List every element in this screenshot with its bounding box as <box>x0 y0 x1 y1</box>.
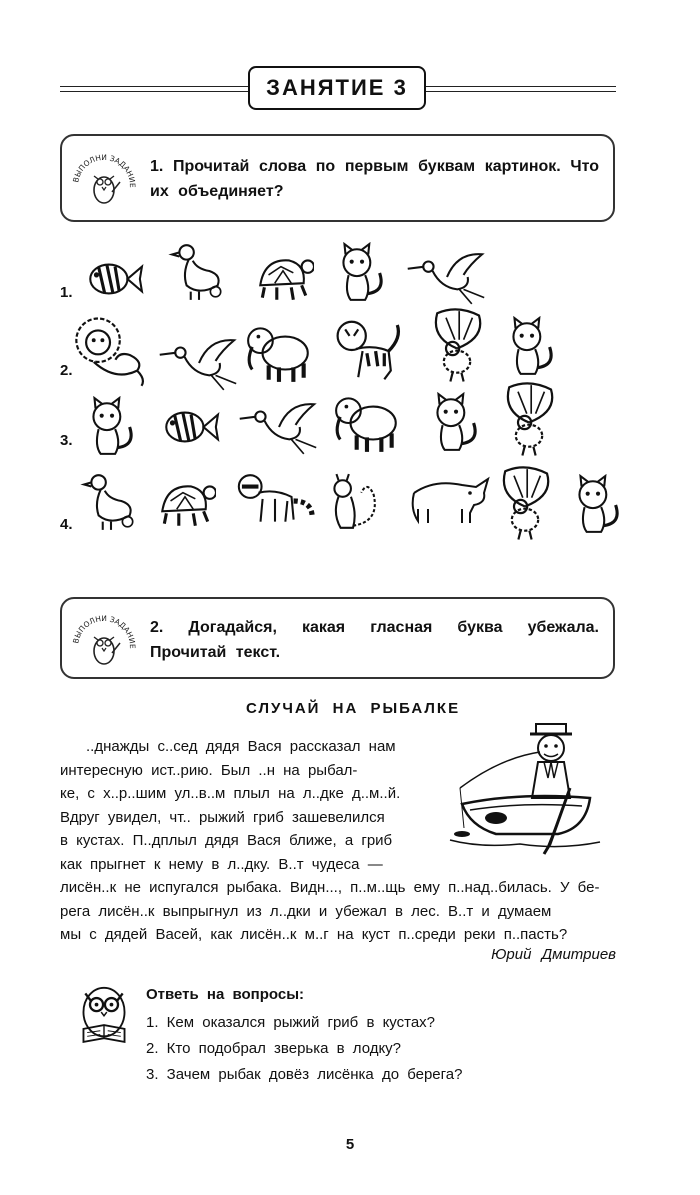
fish-icon <box>158 396 220 458</box>
questions-title: Ответь на вопросы: <box>146 986 305 1003</box>
cat-icon <box>80 396 142 458</box>
reading-owl-icon <box>76 980 132 1046</box>
row-number: 4. <box>60 516 73 533</box>
questions-list <box>146 1010 462 1088</box>
task-1-box <box>60 134 615 222</box>
question-item: 3. Зачем рыбак довёз лисёнка до берега? <box>146 1066 463 1083</box>
owl-badge-text: ВЫПОЛНИ ЗАДАНИЕ <box>71 152 138 188</box>
story-line: рега лисён..к выпрыгнул из л..дки и убежал в лес. В..т и думаем <box>60 902 552 920</box>
task-1-text: 1. Прочитай слова по первым буквам картинок. Что их объединяет? <box>150 158 599 200</box>
squirrel-icon <box>322 472 384 534</box>
story-line: Вдруг увидел, чт.. рыжий гриб зашевелился <box>60 808 385 826</box>
story-text-full <box>60 876 616 947</box>
cat-icon <box>566 474 628 536</box>
cat-icon <box>500 316 562 378</box>
row-number: 1. <box>60 284 73 301</box>
duck-icon <box>168 240 230 302</box>
owl-badge-text: ВЫПОЛНИ ЗАДАНИЕ <box>71 613 138 649</box>
story-line: ..днажды с..сед дядя Вася рассказал нам <box>86 738 396 755</box>
duck-icon <box>80 470 142 532</box>
turkey-icon <box>424 304 490 382</box>
header-rule-right <box>426 86 616 92</box>
stork-icon <box>404 246 490 308</box>
stork-icon <box>236 396 322 458</box>
turkey-icon <box>492 462 558 540</box>
story-line: мы с дядей Васей, как лисён..к м..г на куст п..среди реки п..пасть? <box>60 926 568 943</box>
turtle-icon <box>154 472 216 534</box>
question-item: 1. Кем оказался рыжий гриб в кустах? <box>146 1014 436 1031</box>
question-item: 2. Кто подобрал зверька в лодку? <box>146 1040 402 1057</box>
task-2-text: 2. Догадайся, какая гласная буква убежала. Прочитай текст. <box>150 619 599 661</box>
story-line: интересную ист..рию. Был ..н на рыбал- <box>60 761 358 779</box>
story-text-narrow <box>60 735 432 876</box>
row-number: 2. <box>60 362 73 379</box>
turtle-icon <box>252 246 314 308</box>
lion-icon <box>72 312 148 388</box>
raccoon-icon <box>232 470 318 532</box>
lesson-title: ЗАНЯТИЕ 3 <box>248 66 426 110</box>
fish-icon <box>82 248 144 310</box>
svg-text:ВЫПОЛНИ ЗАДАНИЕ <box>71 153 137 188</box>
task-2-box <box>60 597 615 679</box>
owl-badge-icon <box>68 142 140 214</box>
story-line: в кустах. П..дплыл дядя Вася ближе, а гриб <box>60 832 393 849</box>
cat-icon <box>330 242 392 304</box>
story-line: ке, с х..р..шим ул..в..м плыл на л..дке д..м..й. <box>60 785 401 802</box>
tiger-icon <box>330 312 406 388</box>
stork-icon <box>156 332 242 394</box>
turkey-icon <box>496 378 562 456</box>
header-rule-left <box>60 86 248 92</box>
svg-text:ВЫПОЛНИ ЗАДАНИЕ <box>71 614 137 649</box>
rhino-icon <box>404 468 494 530</box>
story-line: как прыгнет к нему в л..дку. В..т чудеса — <box>60 855 383 873</box>
elephant-icon <box>332 386 404 458</box>
story-line: лисён..к не испугался рыбака. Видн..., п..м..щь ему п..над..билась. У бе- <box>60 879 600 896</box>
fisherman-boat-icon <box>440 718 610 858</box>
cat-icon <box>424 392 486 454</box>
page-number: 5 <box>345 1136 355 1153</box>
owl-badge-icon <box>68 603 140 675</box>
elephant-icon <box>244 316 316 388</box>
story-title: СЛУЧАЙ НА РЫБАЛКЕ <box>246 700 461 717</box>
story-author: Юрий Дмитриев <box>491 946 616 963</box>
row-number: 3. <box>60 432 73 449</box>
